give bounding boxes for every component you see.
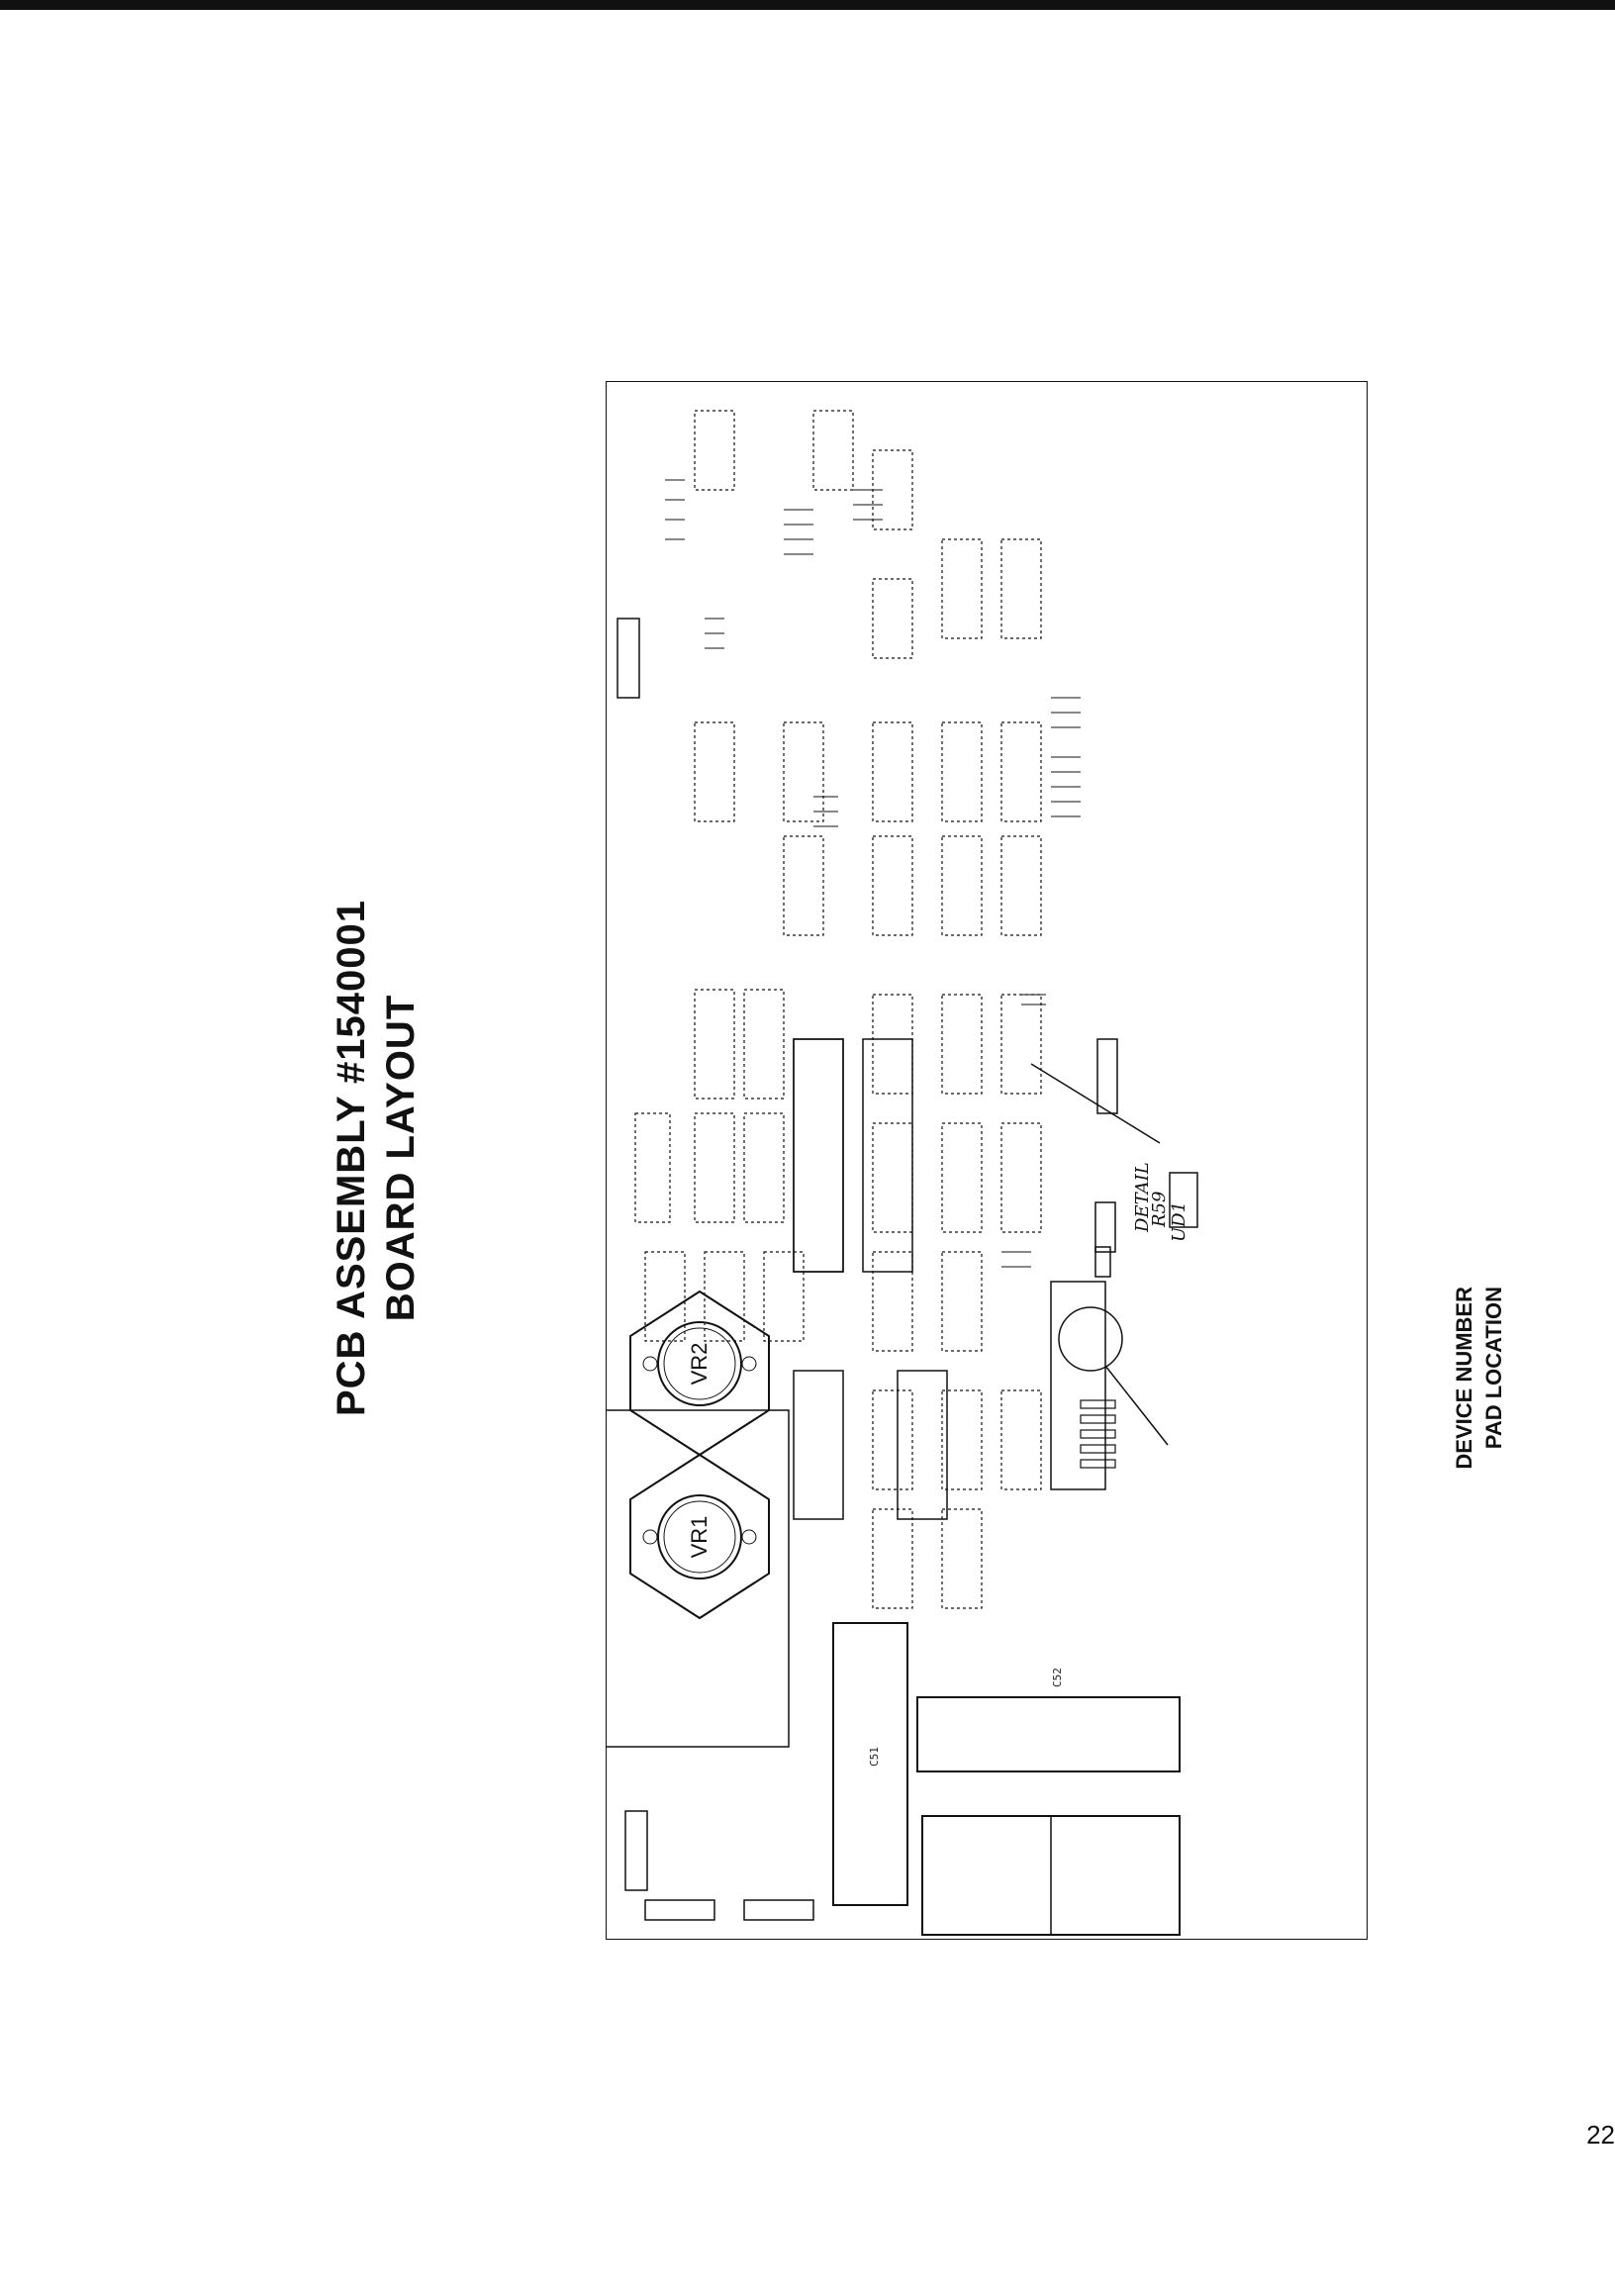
device-number-callout bbox=[1435, 1287, 1544, 1712]
chip-ucd5 bbox=[794, 1039, 843, 1272]
detail-chip-label: UD1 bbox=[1169, 1200, 1189, 1242]
long-dip-chips bbox=[794, 1039, 1105, 1519]
vr2-label: VR2 bbox=[687, 1342, 712, 1386]
detail-title: DETAIL bbox=[1132, 1162, 1153, 1232]
page-number: 22 bbox=[1586, 2120, 1615, 2150]
device-number-pad-circle bbox=[1059, 1307, 1122, 1371]
title-line-1: PCB ASSEMBLY #1540001 bbox=[330, 900, 373, 1417]
detail-pointer-line bbox=[1031, 1064, 1160, 1143]
diode-cr3 bbox=[744, 1900, 813, 1920]
vr1-label: VR1 bbox=[687, 1515, 712, 1559]
connector-p7 bbox=[1097, 1039, 1117, 1113]
regulator-vr2 bbox=[630, 1292, 769, 1455]
connector-p6 bbox=[1095, 1202, 1115, 1252]
board-outline bbox=[606, 381, 1368, 1940]
detail-inset bbox=[1132, 1162, 1197, 1242]
title-line-2: BOARD LAYOUT bbox=[379, 994, 423, 1322]
callout-line-2: PAD LOCATION bbox=[1481, 1287, 1506, 1450]
chip-ucd4 bbox=[863, 1039, 912, 1272]
regulator-vr1 bbox=[630, 1455, 769, 1618]
connector-p2 bbox=[618, 619, 639, 698]
callout-line-1: DEVICE NUMBER bbox=[1452, 1287, 1476, 1470]
detail-resistor-label: R59 bbox=[1149, 1191, 1170, 1227]
top-rule bbox=[0, 0, 1615, 10]
pcb-board-layout bbox=[606, 381, 1368, 1940]
page-title bbox=[327, 752, 445, 1564]
connector-p1 bbox=[625, 1811, 647, 1890]
pcb-svg bbox=[606, 381, 1368, 1940]
c52-label: C52 bbox=[1051, 1668, 1064, 1687]
ic-grid bbox=[635, 411, 1041, 1608]
inductor-pads bbox=[1081, 1400, 1115, 1468]
capacitor-c52 bbox=[917, 1697, 1180, 1771]
c51-label: C51 bbox=[868, 1747, 881, 1767]
diode-cr1 bbox=[645, 1900, 714, 1920]
